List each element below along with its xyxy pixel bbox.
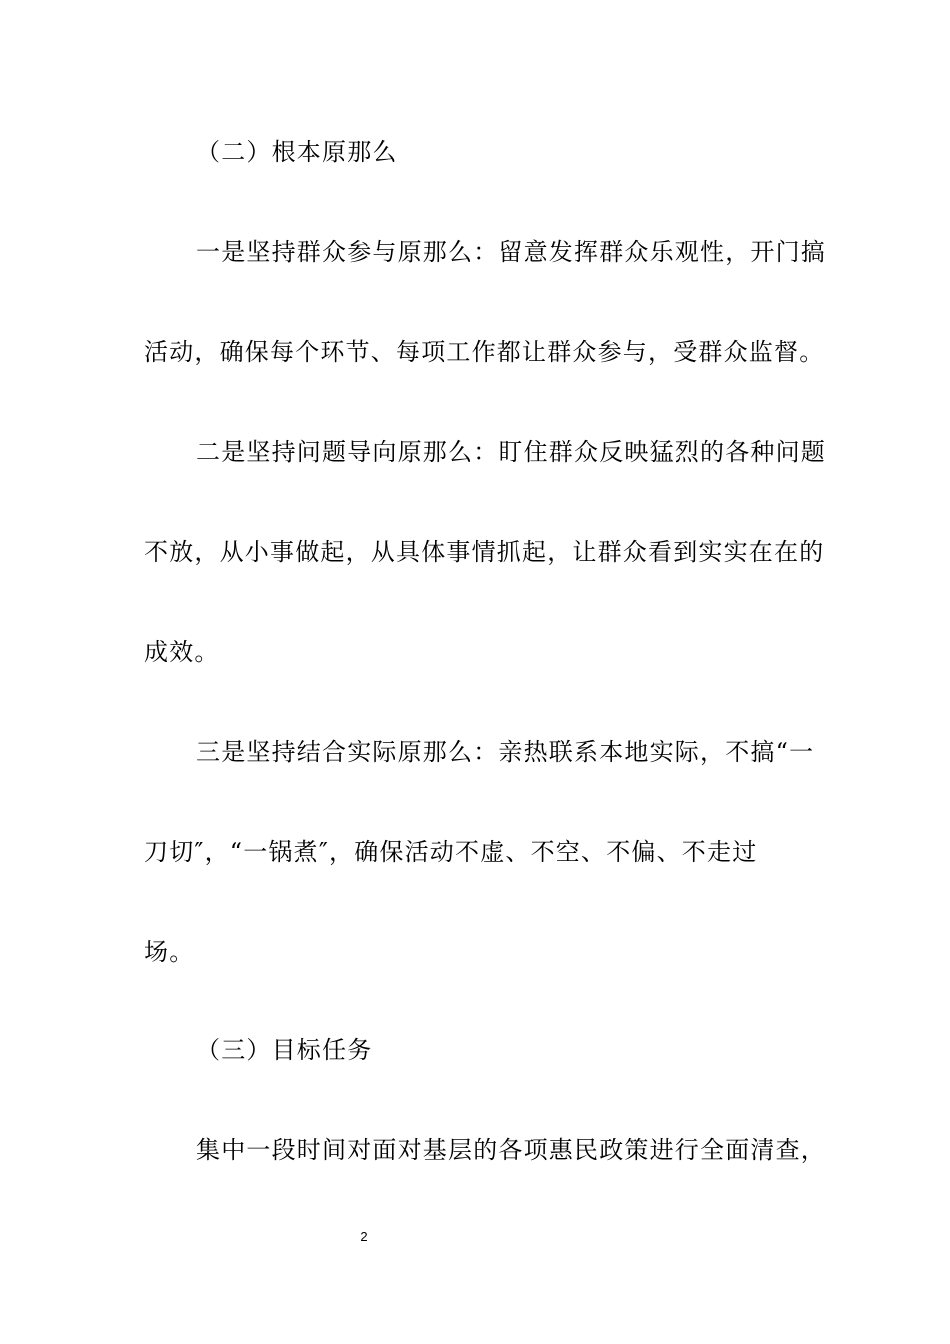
paragraph-line: 不放，从小事做起，从具体事情抓起，让群众看到实实在在的: [144, 538, 825, 566]
paragraph-line: 刀切″，“一锅煮″，确保活动不虚、不空、不偏、不走过: [144, 838, 758, 866]
paragraph-line: 成效。: [144, 638, 220, 666]
paragraph-line: 三是坚持结合实际原那么：亲热联系本地实际，不搞“一: [196, 738, 815, 766]
page-number: 2: [360, 1229, 368, 1244]
section-heading-basic-principles: （二）根本原那么: [196, 138, 398, 166]
paragraph-line: 活动，确保每个环节、每项工作都让群众参与，受群众监督。: [144, 338, 825, 366]
section-heading-target-tasks: （三）目标任务: [196, 1036, 373, 1064]
paragraph-line: 一是坚持群众参与原那么：留意发挥群众乐观性，开门搞: [196, 238, 826, 266]
paragraph-line: 场。: [144, 938, 195, 966]
paragraph-line: 集中一段时间对面对基层的各项惠民政策进行全面清查，: [196, 1136, 826, 1164]
paragraph-line: 二是坚持问题导向原那么：盯住群众反映猛烈的各种问题: [196, 438, 826, 466]
